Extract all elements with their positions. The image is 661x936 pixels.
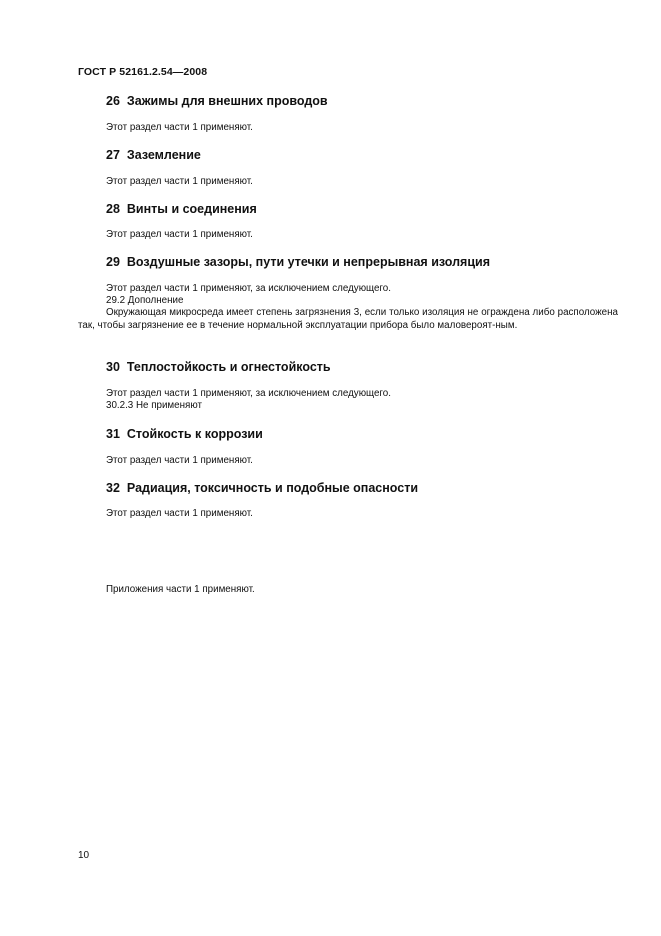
section-32-heading — [106, 481, 418, 495]
section-27-heading — [106, 148, 201, 162]
subsection-30-2-3-text: 30.2.3 Не применяют — [106, 400, 202, 411]
section-number: 28 — [106, 202, 120, 216]
document-id: ГОСТ Р 52161.2.54—2008 — [78, 66, 208, 78]
section-number: 32 — [106, 481, 120, 495]
section-31-heading — [106, 427, 263, 441]
section-number: 31 — [106, 427, 120, 441]
section-title: Заземление — [126, 148, 201, 162]
section-29-heading — [106, 255, 490, 269]
annexes-note: Приложения части 1 применяют. — [106, 584, 255, 595]
section-number: 29 — [106, 255, 120, 269]
section-28-text: Этот раздел части 1 применяют. — [106, 229, 253, 240]
section-26-text: Этот раздел части 1 применяют. — [106, 122, 253, 133]
section-title: Теплостойкость и огнестойкость — [126, 360, 331, 374]
section-26-heading — [106, 94, 328, 108]
section-30-heading — [106, 360, 331, 374]
section-number: 30 — [106, 360, 120, 374]
section-title: Воздушные зазоры, пути утечки и непрерывная изоляция — [126, 255, 491, 269]
section-title: Радиация, токсичность и подобные опасности — [126, 481, 419, 495]
section-32-text: Этот раздел части 1 применяют. — [106, 508, 253, 519]
section-number: 26 — [106, 94, 120, 108]
section-title: Стойкость к коррозии — [126, 427, 263, 441]
section-title: Винты и соединения — [126, 202, 257, 216]
section-31-text: Этот раздел части 1 применяют. — [106, 455, 253, 466]
section-title: Зажимы для внешних проводов — [126, 94, 328, 108]
section-29-text: Этот раздел части 1 применяют, за исключением следующего. — [106, 283, 391, 294]
section-number: 27 — [106, 148, 120, 162]
section-27-text: Этот раздел части 1 применяют. — [106, 176, 253, 187]
section-28-heading — [106, 202, 257, 216]
section-30-text: Этот раздел части 1 применяют, за исключением следующего. — [106, 388, 391, 399]
page-number: 10 — [78, 850, 90, 861]
subsection-29-2-heading: 29.2 Дополнение — [106, 295, 184, 306]
subsection-29-2-text: Окружающая микросреда имеет степень загрязнения 3, если только изоляция не ограждена либо расположена так, чтобы загрязнение ее в течение нормальной эксплуатации прибора было маловероят-ным. — [78, 307, 618, 331]
